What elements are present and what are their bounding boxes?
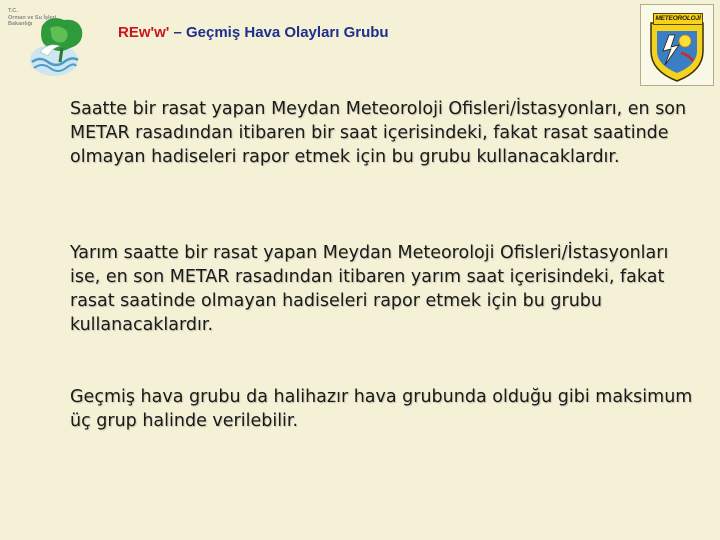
- title-text: – Geçmiş Hava Olayları Grubu: [169, 24, 389, 41]
- ministry-name: [8, 8, 56, 28]
- paragraph: Yarım saatte bir rasat yapan Meydan Meteoroloji Ofisleri/İstasyonları ise, en son METAR rasadından itibaren yarım saat içerisindeki, fakat rasat saatinde olmayan hadiseleri rapor etmek için bu grubu kullanacaklardır.: [70, 243, 669, 335]
- ministry-line: Bakanlığı: [8, 21, 33, 27]
- ministry-line: Orman ve Su İşleri: [8, 14, 57, 21]
- paragraph: Saatte bir rasat yapan Meydan Meteoroloji Ofisleri/İstasyonları, en son METAR rasadından itibaren bir saat içerisindeki, fakat rasat saatinde olmayan hadiseleri rapor etmek için bu grubu kullanacaklardır.: [70, 99, 687, 167]
- paragraph: Geçmiş hava grubu da halihazır hava grubunda olduğu gibi maksimum üç grup halinde verilebilir.: [70, 387, 693, 431]
- slide-title: [118, 24, 389, 41]
- title-code: REw'w': [118, 24, 170, 41]
- ministry-line: T.C.: [8, 8, 18, 14]
- meteorology-label: METEOROLOJİ: [653, 13, 703, 25]
- ministry-logo: [4, 4, 94, 84]
- meteorology-logo: [640, 4, 714, 86]
